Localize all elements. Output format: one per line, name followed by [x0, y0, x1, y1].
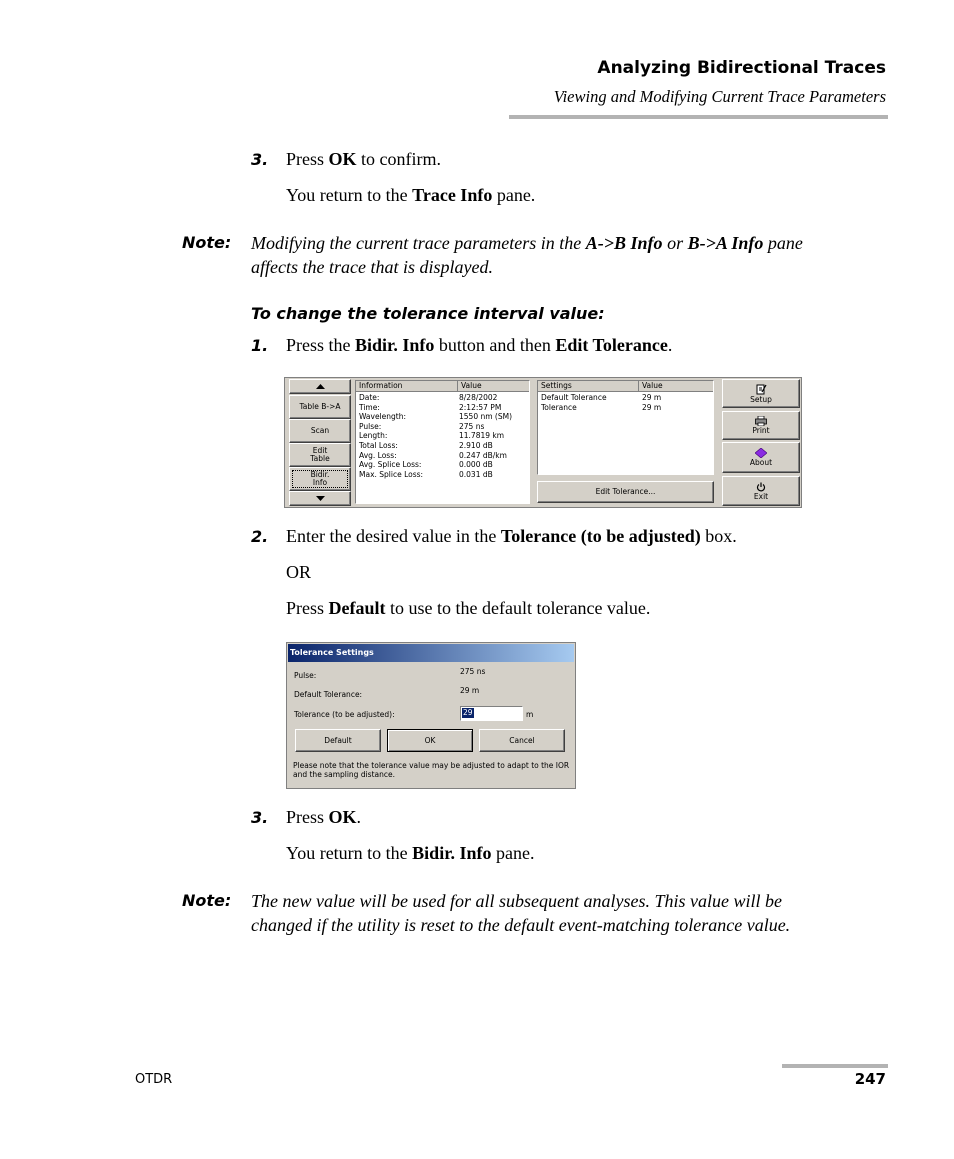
print-button[interactable] — [722, 411, 800, 440]
footer-rule — [782, 1064, 888, 1068]
tolerance-unit: m — [526, 710, 534, 719]
info-row — [359, 421, 485, 432]
note-text: The new value will be used for all subsequent analyses. This value will be changed if the utility is reset to the default event-matching tolerance value. — [251, 891, 791, 935]
bidir-info-button[interactable] — [289, 467, 351, 491]
tolerance-input-value: 29 — [463, 708, 473, 717]
edit-table-label-2: Table — [310, 454, 330, 463]
table-b-a-button[interactable]: Table B->A — [289, 395, 351, 419]
default-tolerance-value: 29 m — [460, 686, 480, 695]
step-text: Enter the desired value in the Tolerance (to be adjusted) box. — [286, 526, 737, 546]
setup-icon — [756, 384, 767, 395]
procedure-title: To change the tolerance interval value: — [251, 304, 605, 323]
step-number: 1. — [251, 336, 269, 355]
settings-rows — [541, 393, 662, 412]
settings-row — [541, 393, 662, 403]
bidir-info-label-2: Info — [312, 478, 328, 487]
step-text: Press OK to confirm. — [286, 149, 442, 169]
step-result: You return to the Trace Info pane. — [286, 185, 536, 205]
edit-tolerance-button[interactable]: Edit Tolerance... — [537, 481, 714, 503]
section-title: Viewing and Modifying Current Trace Parameters — [553, 87, 886, 106]
info-row — [359, 440, 493, 451]
step-number: 3. — [251, 150, 269, 169]
note-text: Modifying the current trace parameters in the A->B Info or B->A Info pane affects the trace that is displayed. — [251, 233, 803, 277]
info-row — [359, 431, 505, 441]
arrow-up-icon — [316, 384, 325, 389]
info-row-label: Max. Splice Loss: — [359, 469, 424, 479]
scan-button[interactable]: Scan — [289, 419, 351, 443]
exit-label: Exit — [753, 491, 769, 501]
info-row-label: Avg. Loss: — [359, 450, 397, 460]
scroll-up-button[interactable] — [289, 379, 351, 394]
info-row — [359, 412, 512, 422]
step-number: 3. — [251, 808, 269, 827]
information-rows — [359, 393, 512, 479]
header-rule — [509, 115, 888, 119]
info-row-value: 2.910 dB — [459, 440, 493, 450]
about-icon — [755, 448, 767, 458]
settings-value-header: Value — [639, 381, 714, 392]
step-text: Press the Bidir. Info button and then Edit Tolerance. — [286, 335, 673, 355]
dialog-title: Tolerance Settings — [288, 644, 574, 662]
info-row-value: 0.000 dB — [459, 460, 493, 470]
settings-row-value: 29 m — [642, 402, 662, 412]
info-row-label: Total Loss: — [359, 440, 398, 450]
edit-table-button[interactable] — [289, 443, 351, 467]
setup-label: Setup — [750, 394, 772, 404]
settings-row — [541, 402, 662, 413]
info-row-value: 0.031 dB — [459, 469, 493, 479]
info-row-label: Length: — [359, 431, 388, 441]
ok-button[interactable]: OK — [387, 729, 473, 752]
info-row-value: 11.7819 km — [459, 431, 505, 441]
exit-button[interactable] — [722, 476, 800, 506]
edit-table-label-1: Edit — [312, 446, 328, 455]
step-alt-text: Press Default to use to the default tolerance value. — [286, 598, 651, 618]
settings-row-label: Tolerance — [541, 402, 577, 412]
chapter-title: Analyzing Bidirectional Traces — [597, 58, 886, 78]
setup-button[interactable] — [722, 379, 800, 408]
settings-pane — [537, 380, 714, 475]
arrow-down-icon — [316, 496, 325, 501]
info-row-value: 0.247 dB/km — [459, 450, 507, 460]
tolerance-label: Tolerance (to be adjusted): — [294, 710, 395, 719]
info-row — [359, 460, 493, 470]
info-row-label: Date: — [359, 393, 380, 402]
info-row — [359, 393, 498, 403]
about-button[interactable] — [722, 442, 800, 473]
value-header: Value — [458, 381, 530, 392]
tolerance-input[interactable] — [460, 706, 523, 721]
pulse-value: 275 ns — [460, 667, 486, 676]
settings-row-value: 29 m — [642, 393, 662, 402]
dialog-note: Please note that the tolerance value may be adjusted to adapt to the IOR and the sampling distance. — [293, 761, 570, 779]
info-row-label: Pulse: — [359, 421, 382, 431]
scroll-down-button[interactable] — [289, 491, 351, 506]
info-row-label: Time: — [359, 402, 380, 412]
info-row — [359, 402, 502, 413]
page-number: 247 — [854, 1070, 886, 1088]
settings-header: Settings — [538, 381, 639, 392]
info-row-value: 275 ns — [459, 421, 485, 431]
info-row-label: Avg. Splice Loss: — [359, 460, 422, 470]
info-row — [359, 450, 507, 461]
bidir-info-screenshot — [284, 377, 802, 508]
footer-product: OTDR — [135, 1072, 173, 1087]
pulse-label: Pulse: — [294, 671, 317, 680]
info-row-value: 8/28/2002 — [459, 393, 498, 402]
info-row — [359, 469, 493, 480]
settings-row-label: Default Tolerance — [541, 393, 607, 402]
power-icon — [756, 482, 766, 492]
step-number: 2. — [251, 527, 269, 546]
info-row-label: Wavelength: — [359, 412, 407, 422]
note-label: Note: — [182, 891, 232, 910]
information-pane — [355, 380, 530, 504]
print-label: Print — [752, 426, 770, 435]
note-label: Note: — [182, 233, 232, 252]
step-text: Press OK. — [286, 807, 362, 827]
about-label: About — [749, 458, 773, 467]
default-button[interactable]: Default — [295, 729, 381, 752]
cancel-button[interactable]: Cancel — [479, 729, 565, 752]
printer-icon — [755, 416, 767, 426]
info-row-value: 1550 nm (SM) — [459, 412, 512, 422]
default-tolerance-label: Default Tolerance: — [294, 690, 363, 699]
information-header: Information — [356, 381, 458, 392]
tolerance-settings-dialog — [286, 642, 576, 789]
or-text: OR — [286, 562, 312, 582]
info-row-value: 2:12:57 PM — [459, 402, 502, 412]
bidir-info-label-1: Bidir. — [310, 470, 330, 479]
step-result: You return to the Bidir. Info pane. — [286, 843, 535, 863]
